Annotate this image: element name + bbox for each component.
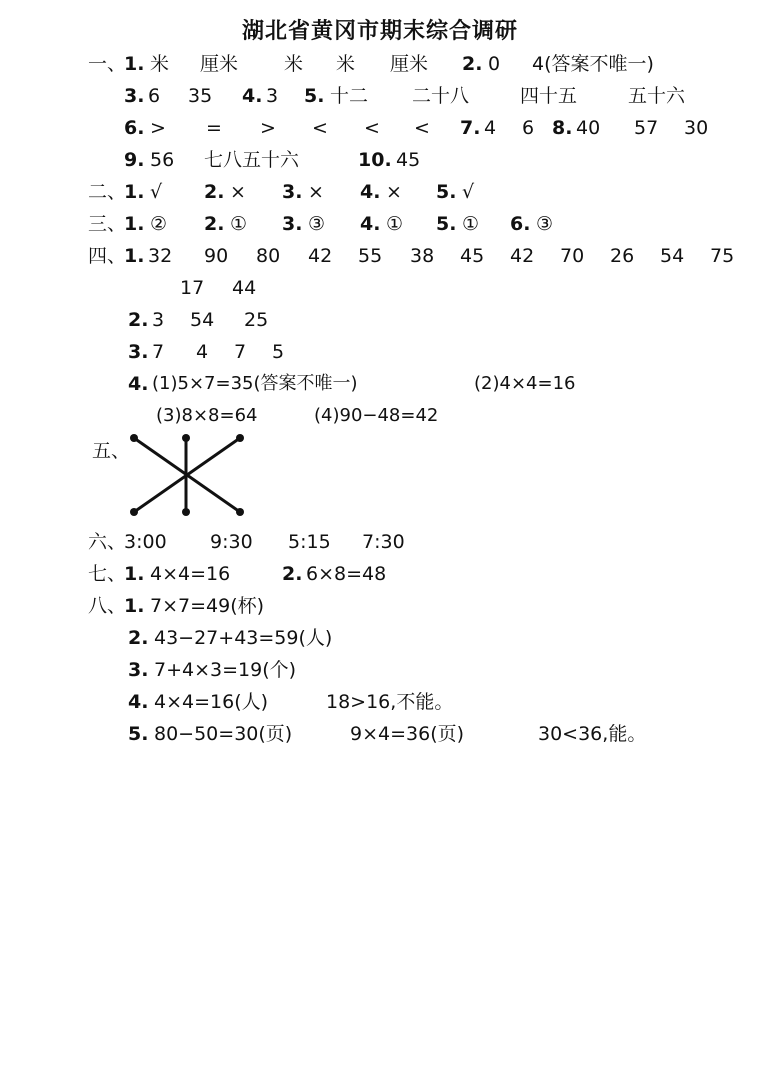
answer-item: (1)5×7=35(答案不唯一): [152, 373, 358, 394]
answer-item: 45: [396, 149, 421, 171]
answer-item: 54: [660, 245, 685, 267]
answer-item: 米: [150, 53, 170, 75]
answer-item: √: [462, 181, 475, 203]
question-number: 5.: [304, 85, 325, 107]
answer-line-16: [0, 594, 760, 620]
question-number: 2.: [462, 53, 483, 75]
question-number: 6.: [510, 213, 531, 235]
answer-line-10: [0, 340, 760, 366]
match-dot: [130, 434, 138, 442]
answer-item: 70: [560, 245, 585, 267]
answer-item: 42: [510, 245, 535, 267]
answer-item: ①: [386, 213, 404, 235]
answer-item: >: [260, 117, 276, 139]
question-number: 2.: [128, 627, 149, 649]
answer-item: 4×4=16(人): [154, 691, 269, 713]
answer-item: ③: [536, 213, 554, 235]
answer-item: ②: [150, 213, 168, 235]
question-number: 5.: [128, 723, 149, 745]
answer-item: 45: [460, 245, 485, 267]
answer-line-2: [0, 84, 760, 110]
answer-item: 40: [576, 117, 601, 139]
answer-item: (3)8×8=64: [156, 405, 258, 426]
page-title: 湖北省黄冈市期末综合调研: [241, 19, 518, 44]
section-label: 八、: [88, 595, 127, 617]
answer-item: 32: [148, 245, 173, 267]
section-label: 七、: [88, 563, 127, 585]
question-number: 5.: [436, 213, 457, 235]
answer-item: 30<36,能。: [538, 723, 647, 745]
question-number: 1.: [124, 181, 145, 203]
answer-item: =: [206, 117, 222, 139]
answer-line-12: [0, 404, 760, 430]
section-label: 五、: [92, 440, 131, 462]
answer-item: (4)90−48=42: [314, 405, 439, 426]
answer-line-4: [0, 148, 760, 174]
answer-item: 17: [180, 277, 205, 299]
section-label: 三、: [88, 213, 127, 235]
answer-line-6: [0, 212, 760, 238]
section-label: 四、: [88, 245, 127, 267]
answer-item: 35: [188, 85, 213, 107]
question-number: 1.: [124, 245, 145, 267]
answer-item: 18>16,不能。: [326, 691, 454, 713]
answer-item: 43−27+43=59(人): [154, 627, 333, 649]
answer-item: 4: [484, 117, 497, 139]
question-number: 2.: [282, 563, 303, 585]
question-number: 4.: [360, 181, 381, 203]
answer-item: 米: [284, 53, 304, 75]
answer-item: 4(答案不唯一): [532, 53, 654, 75]
answer-item: 厘米: [390, 53, 429, 75]
question-number: 2.: [204, 213, 225, 235]
answer-item: ③: [308, 213, 326, 235]
question-number: 1.: [124, 53, 145, 75]
answer-item: >: [150, 117, 166, 139]
answer-item: <: [414, 117, 430, 139]
answer-item: 38: [410, 245, 435, 267]
answer-item: 4×4=16: [150, 563, 231, 585]
section-label: 二、: [88, 181, 127, 203]
answer-item: 9:30: [210, 531, 253, 553]
answer-line-8: [0, 276, 760, 302]
answer-line-15: [0, 562, 760, 588]
answer-item: 二十八: [412, 85, 470, 107]
answer-item: 42: [308, 245, 333, 267]
answer-item: 3: [152, 309, 165, 331]
question-number: 3.: [282, 181, 303, 203]
answer-item: 7+4×3=19(个): [154, 659, 297, 681]
answer-line-18: [0, 658, 760, 684]
answer-item: 90: [204, 245, 229, 267]
question-number: 3.: [128, 659, 149, 681]
answer-item: ×: [386, 181, 402, 203]
question-number: 7.: [460, 117, 481, 139]
question-number: 1.: [124, 213, 145, 235]
matching-lines-diagram: [126, 430, 256, 526]
answer-item: <: [364, 117, 380, 139]
match-dot: [182, 508, 190, 516]
answer-item: 80: [256, 245, 281, 267]
answer-item: 7×7=49(杯): [150, 595, 265, 617]
answer-item: 5: [272, 341, 285, 363]
question-number: 8.: [552, 117, 573, 139]
answer-item: 25: [244, 309, 269, 331]
answer-line-5: [0, 180, 760, 206]
answer-item: 十二: [330, 85, 369, 107]
question-number: 5.: [436, 181, 457, 203]
answer-item: 7: [234, 341, 247, 363]
match-dot: [182, 434, 190, 442]
section-label: 一、: [88, 53, 127, 75]
answer-line-14: [0, 530, 760, 556]
answer-item: 54: [190, 309, 215, 331]
answer-item: √: [150, 181, 163, 203]
question-number: 3.: [282, 213, 303, 235]
match-dot: [236, 434, 244, 442]
answer-item: 6: [148, 85, 161, 107]
answer-item: 7:30: [362, 531, 405, 553]
match-dot: [130, 508, 138, 516]
answer-item: 30: [684, 117, 709, 139]
answer-item: 6×8=48: [306, 563, 387, 585]
answer-item: 75: [710, 245, 735, 267]
question-number: 4.: [128, 373, 149, 395]
answer-line-11: [0, 372, 760, 398]
answer-line-7: [0, 244, 760, 270]
answer-item: 56: [150, 149, 175, 171]
answer-item: 5:15: [288, 531, 331, 553]
answer-item: ×: [230, 181, 246, 203]
answer-item: 3: [266, 85, 279, 107]
answer-item: 4: [196, 341, 209, 363]
answer-item: 7: [152, 341, 165, 363]
question-number: 1.: [124, 563, 145, 585]
answer-line-20: [0, 722, 760, 748]
answer-item: 七八五十六: [204, 149, 300, 171]
answer-item: 57: [634, 117, 659, 139]
section-label: 六、: [88, 531, 127, 553]
answer-item: 9×4=36(页): [350, 723, 465, 745]
question-number: 10.: [358, 149, 392, 171]
answer-item: 0: [488, 53, 501, 75]
answer-line-19: [0, 690, 760, 716]
question-number: 3.: [124, 85, 145, 107]
answer-line-17: [0, 626, 760, 652]
answer-item: ×: [308, 181, 324, 203]
answer-item: 四十五: [520, 85, 578, 107]
answer-item: <: [312, 117, 328, 139]
question-number: 2.: [128, 309, 149, 331]
question-number: 4.: [360, 213, 381, 235]
answer-item: ①: [230, 213, 248, 235]
match-dot: [236, 508, 244, 516]
answer-item: 44: [232, 277, 257, 299]
question-number: 4.: [242, 85, 263, 107]
question-number: 3.: [128, 341, 149, 363]
question-number: 4.: [128, 691, 149, 713]
answer-item: ①: [462, 213, 480, 235]
answer-item: 米: [336, 53, 356, 75]
answer-item: 26: [610, 245, 635, 267]
answer-line-9: [0, 308, 760, 334]
answer-item: 3:00: [124, 531, 167, 553]
answer-item: 五十六: [628, 85, 686, 107]
answer-item: 55: [358, 245, 383, 267]
question-number: 6.: [124, 117, 145, 139]
answer-item: (2)4×4=16: [474, 373, 576, 394]
answer-item: 80−50=30(页): [154, 723, 293, 745]
answer-item: 6: [522, 117, 535, 139]
answer-line-3: [0, 116, 760, 142]
question-number: 2.: [204, 181, 225, 203]
answer-line-1: [0, 52, 760, 78]
answer-item: 厘米: [200, 53, 239, 75]
question-number: 1.: [124, 595, 145, 617]
question-number: 9.: [124, 149, 145, 171]
